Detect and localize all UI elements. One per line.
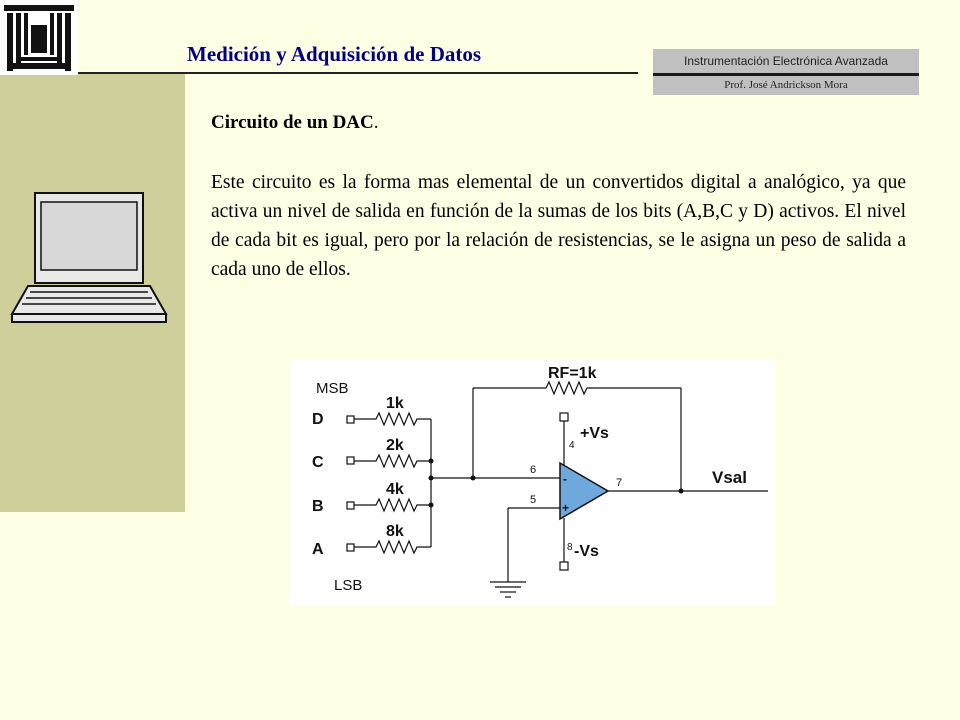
dac-circuit-diagram bbox=[290, 360, 776, 605]
laptop-icon bbox=[8, 192, 170, 324]
opamp-minus-label: - bbox=[563, 472, 567, 486]
course-header-box bbox=[653, 49, 919, 95]
vneg-label: -Vs bbox=[574, 543, 599, 560]
terminal-c bbox=[347, 457, 354, 464]
resistor-2k bbox=[354, 455, 431, 467]
section-heading-period: . bbox=[373, 112, 379, 133]
lsb-label: LSB bbox=[334, 577, 363, 594]
resistor-1k bbox=[354, 413, 431, 425]
input-label-a: A bbox=[312, 541, 324, 558]
resistor-label-1k: 1k bbox=[386, 395, 404, 412]
terminal-a bbox=[347, 544, 354, 551]
resistor-4k bbox=[354, 499, 431, 511]
opamp-plus-label: + bbox=[562, 501, 570, 515]
course-name: Instrumentación Electrónica Avanzada bbox=[684, 54, 888, 68]
pin-8-label: 8 bbox=[567, 542, 573, 553]
title-underline bbox=[78, 72, 638, 74]
resistor-label-4k: 4k bbox=[386, 481, 404, 498]
ground-icon bbox=[490, 582, 526, 597]
section-heading bbox=[211, 112, 379, 134]
feedback-resistor bbox=[473, 382, 681, 394]
pin-4-label: 4 bbox=[569, 440, 575, 451]
professor-name: Prof. José Andrickson Mora bbox=[724, 79, 848, 91]
header-separator bbox=[653, 73, 919, 76]
resistor-label-8k: 8k bbox=[386, 523, 404, 540]
resistor-8k bbox=[354, 541, 431, 553]
input-label-d: D bbox=[312, 411, 324, 428]
pin-5-label: 5 bbox=[530, 494, 537, 506]
pin-6-label: 6 bbox=[530, 464, 537, 476]
section-heading-bold: Circuito de un DAC bbox=[211, 112, 374, 133]
logo-icon bbox=[4, 3, 74, 72]
pin-7-label: 7 bbox=[616, 477, 623, 489]
terminal-b bbox=[347, 502, 354, 509]
vpos-label: +Vs bbox=[580, 425, 609, 442]
input-label-b: B bbox=[312, 498, 324, 515]
resistor-label-2k: 2k bbox=[386, 437, 404, 454]
page-title: Medición y Adquisición de Datos bbox=[187, 42, 482, 66]
msb-label: MSB bbox=[316, 380, 349, 397]
terminal-d bbox=[347, 416, 354, 423]
input-label-c: C bbox=[312, 454, 324, 471]
output-label: Vsal bbox=[712, 468, 747, 487]
institution-logo bbox=[0, 0, 78, 75]
body-paragraph: Este circuito es la forma mas elemental de un convertidos digital a analógico, ya que activa un nivel de salida en función de la sumas de los bits (A,B,C y D) activos. El nivel de cada bit es igual, pero por la relación de resistencias, se le asigna un peso de salida a cada uno de ellos. bbox=[211, 172, 906, 280]
feedback-label: RF=1k bbox=[548, 365, 597, 382]
